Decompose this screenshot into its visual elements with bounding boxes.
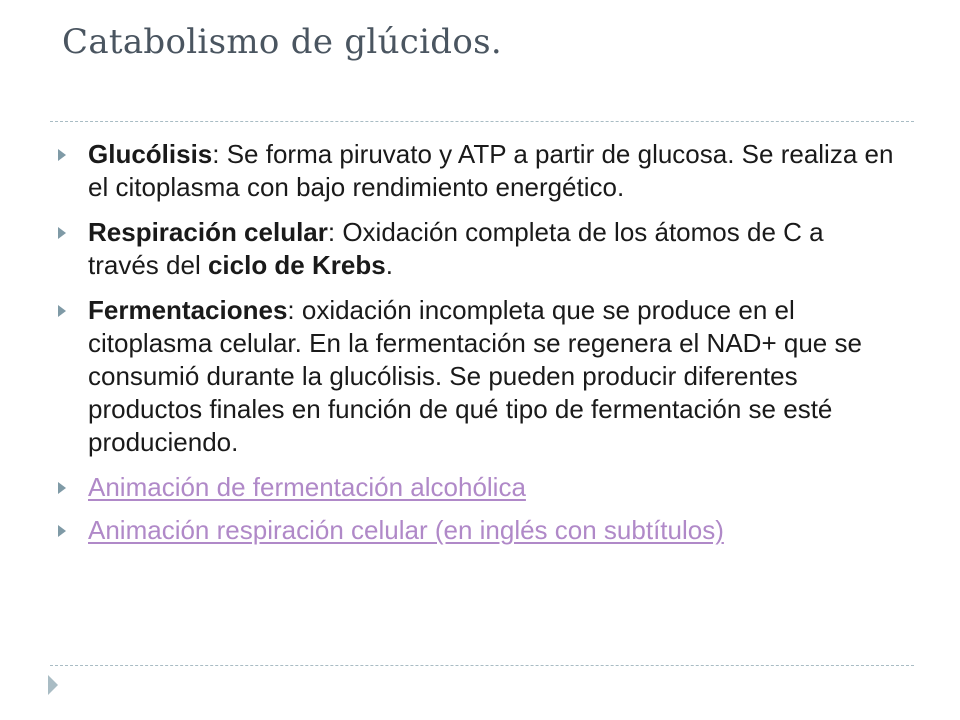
link-respiracion-celular[interactable]: Animación respiración celular (en inglés con subtítulos) [88, 515, 724, 545]
bullet-triangle-icon [58, 482, 66, 494]
bullet-triangle-icon [58, 525, 66, 537]
bullet-text: : Se forma piruvato y ATP a partir de glucosa. Se realiza en el citoplasma con bajo rendimiento energético. [88, 139, 894, 202]
bullet-item-glucolisis [55, 138, 900, 204]
top-divider [50, 121, 914, 122]
bullet-term: Glucólisis [88, 139, 213, 169]
bullet-item-link-respiracion [55, 514, 900, 547]
bullet-triangle-icon [58, 227, 66, 239]
bullet-text: : Oxidación completa de los átomos de C a través del [88, 217, 824, 280]
corner-triangle-icon [48, 675, 58, 695]
link-fermentacion-alcoholica[interactable]: Animación de fermentación alcohólica [88, 472, 526, 502]
slide-title: Catabolismo de glúcidos. [62, 22, 503, 62]
bullet-emphasis: ciclo de Krebs [207, 250, 386, 280]
bullet-term: Fermentaciones [88, 295, 288, 325]
bottom-divider [50, 665, 914, 666]
bullet-item-link-fermentacion [55, 471, 900, 504]
bullet-triangle-icon [58, 305, 66, 317]
bullet-triangle-icon [58, 149, 66, 161]
bullet-text: : oxidación incompleta que se produce en el citoplasma celular. En la fermentación se regenera el NAD+ que se consumió durante la glucólisis. Se pueden producir diferentes productos finales en función de qué tipo de fermentación se esté produciendo. [88, 295, 862, 457]
bullet-item-respiracion [55, 216, 900, 282]
bullet-list [55, 138, 900, 557]
bullet-item-fermentaciones [55, 294, 900, 459]
bullet-term: Respiración celular [88, 217, 328, 247]
bullet-text-end: . [385, 250, 393, 280]
